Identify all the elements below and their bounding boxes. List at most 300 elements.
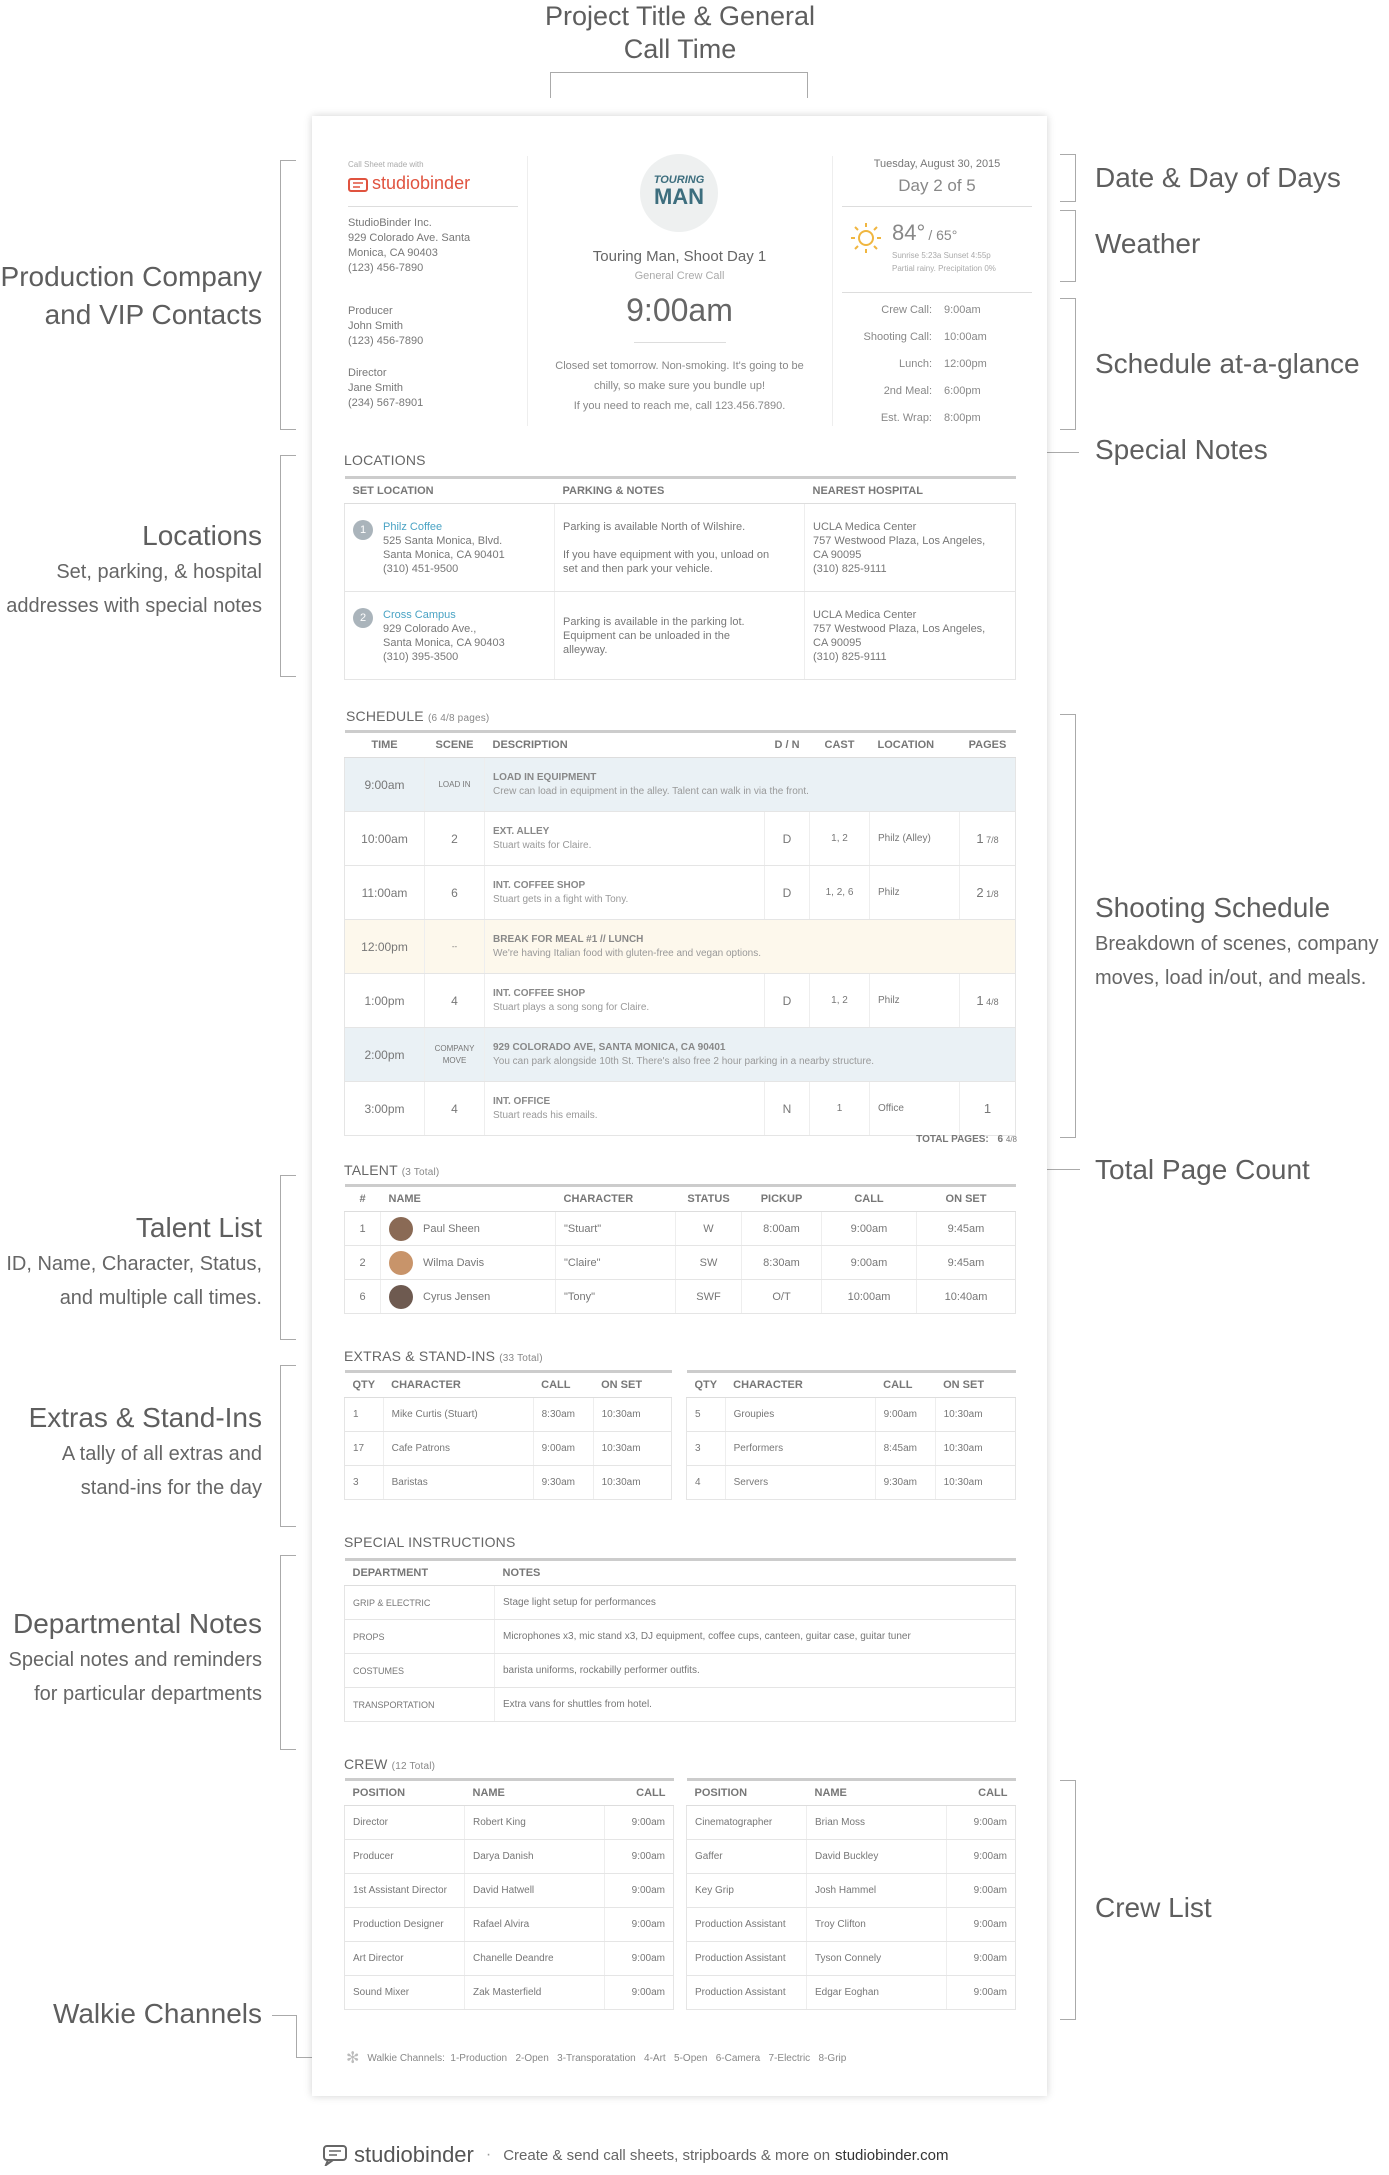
director-phone: (234) 567-8901 — [348, 397, 424, 409]
clapper-icon — [348, 176, 368, 192]
walkie-channels-text: Walkie Channels: 1-Production 2-Open 3-Transporatation 4-Art 5-Open 6-Camera 7-Electric 8-Grip — [367, 2052, 847, 2064]
walkie-line-a — [272, 2015, 296, 2016]
hospital-line: 757 Westwood Plaza, Los Angeles, — [813, 622, 986, 635]
talent-name-cell — [381, 1212, 556, 1246]
extras-onset: 10:30am — [593, 1466, 671, 1500]
col-scene: SCENE — [425, 732, 485, 758]
special-notes: Extra vans for shuttles from hotel. — [495, 1688, 1016, 1722]
divider-center — [634, 342, 726, 343]
annotation-locations-title: Locations — [142, 520, 262, 551]
special-dept: GRIP & ELECTRIC — [345, 1586, 495, 1620]
note-line-1: Closed set tomorrow. Non-smoking. It's going to be — [555, 360, 804, 372]
annotation-crew-text: Crew List — [1095, 1892, 1212, 1923]
talent-onset: 9:45am — [917, 1212, 1016, 1246]
col-qty: QTY — [345, 1372, 384, 1398]
forecast: Partial rainy. Precipitation 0% — [892, 264, 996, 273]
glance-row — [852, 304, 1032, 331]
talent-onset: 10:40am — [917, 1280, 1016, 1314]
crew-table-right — [686, 1778, 1016, 2010]
schedule-dn: D — [765, 812, 810, 866]
crew-position: Gaffer — [687, 1840, 807, 1874]
location-number: 2 — [353, 608, 373, 628]
scene-heading: EXT. ALLEY — [493, 825, 550, 837]
bracket-weather — [1060, 210, 1076, 282]
col-call: CALL — [947, 1780, 1016, 1806]
col-call: CALL — [533, 1372, 593, 1398]
event-heading: 929 COLORADO AVE, SANTA MONICA, CA 90401 — [493, 1041, 726, 1053]
parking-line: alleyway. — [563, 643, 608, 656]
pages-frac: 1/8 — [983, 889, 999, 899]
set-location-wrap — [353, 520, 546, 576]
crew-name: Zak Masterfield — [465, 1976, 605, 2010]
total-pages-label: TOTAL PAGES: — [916, 1134, 989, 1145]
annotation-total-text: Total Page Count — [1095, 1154, 1310, 1185]
extras-character: Mike Curtis (Stuart) — [383, 1398, 533, 1432]
col-cast: CAST — [810, 732, 870, 758]
schedule-scene: COMPANY MOVE — [425, 1028, 485, 1082]
schedule-scene: 4 — [425, 1082, 485, 1136]
talent-name: Paul Sheen — [423, 1222, 480, 1235]
special-notes — [527, 356, 832, 416]
crew-row — [345, 1806, 674, 1840]
schedule-description — [485, 1082, 765, 1136]
producer-name: John Smith — [348, 320, 404, 332]
extras-title-text: EXTRAS & STAND-INS — [344, 1348, 496, 1364]
annotation-top — [520, 0, 840, 66]
schedule-table — [344, 730, 1016, 1136]
extras-character: Groupies — [725, 1398, 875, 1432]
schedule-time: 12:00pm — [345, 920, 425, 974]
crew-row — [687, 1806, 1016, 1840]
location-row — [345, 592, 1016, 680]
schedule-time: 11:00am — [345, 866, 425, 920]
location-addr: 929 Colorado Ave., — [383, 622, 477, 635]
general-call-label: General Crew Call — [634, 270, 725, 282]
special-dept: PROPS — [345, 1620, 495, 1654]
schedule-row — [345, 866, 1016, 920]
col-department: DEPARTMENT — [345, 1560, 495, 1586]
col-dn: D / N — [765, 732, 810, 758]
glance-row — [852, 412, 1032, 439]
talent-name: Wilma Davis — [423, 1256, 485, 1269]
crew-call: 9:00am — [605, 1874, 674, 1908]
logo-line-2: MAN — [653, 184, 705, 209]
day-of-days: Day 2 of 5 — [898, 176, 976, 195]
footer-tagline: Create & send call sheets, stripboards & more on — [503, 2146, 831, 2164]
col-name: NAME — [465, 1780, 605, 1806]
extras-header-row — [687, 1372, 1016, 1398]
annotation-shooting-sub: Breakdown of scenes, company moves, load in/out, and meals. — [1095, 933, 1379, 989]
pages-whole: 2 — [976, 885, 984, 900]
crew-row — [345, 1976, 674, 2010]
sun-icon — [850, 222, 882, 254]
bracket-extras — [280, 1365, 296, 1527]
crew-name: Troy Clifton — [807, 1908, 947, 1942]
walkie-line-b — [296, 2015, 297, 2057]
crew-name: Josh Hammel — [807, 1874, 947, 1908]
schedule-title-text: SCHEDULE — [346, 708, 424, 724]
col-notes: NOTES — [495, 1560, 1016, 1586]
schedule-time: 2:00pm — [345, 1028, 425, 1082]
crew-call: 9:00am — [605, 1976, 674, 2010]
special-notes: barista uniforms, rockabilly performer outfits. — [495, 1654, 1016, 1688]
talent-row — [345, 1280, 1016, 1314]
producer-info — [348, 304, 423, 349]
special-row — [345, 1620, 1016, 1654]
crew-row — [687, 1976, 1016, 2010]
talent-pickup: O/T — [742, 1280, 822, 1314]
bracket-shooting — [1060, 714, 1076, 1138]
col-pages: PAGES — [960, 732, 1016, 758]
annotation-extras-title: Extras & Stand-Ins — [28, 1402, 262, 1433]
set-location-wrap — [353, 608, 546, 664]
annotation-top-text: Project Title & General Call Time — [544, 1, 816, 64]
extras-onset: 10:30am — [935, 1398, 1015, 1432]
extras-onset: 10:30am — [935, 1466, 1015, 1500]
glance-value: 8:00pm — [944, 412, 981, 424]
made-with-label: Call Sheet made with — [348, 160, 424, 169]
col-location: LOCATION — [870, 732, 960, 758]
special-table — [344, 1558, 1016, 1722]
logo-line-1: TOURING — [653, 174, 705, 186]
hospital-line: 757 Westwood Plaza, Los Angeles, — [813, 534, 986, 547]
col-status: STATUS — [676, 1186, 742, 1212]
crew-call: 9:00am — [947, 1908, 1016, 1942]
note-line-2: chilly, so make sure you bundle up! — [594, 380, 765, 392]
talent-table — [344, 1184, 1016, 1314]
crew-row — [345, 1874, 674, 1908]
schedule-time: 1:00pm — [345, 974, 425, 1028]
locations-header-row — [345, 478, 1016, 504]
schedule-scene: 2 — [425, 812, 485, 866]
annotation-dept-title: Departmental Notes — [12, 1608, 262, 1639]
company-phone: (123) 456-7890 — [348, 262, 424, 274]
schedule-row — [345, 758, 1016, 812]
crew-row — [687, 1840, 1016, 1874]
set-location-cell — [345, 504, 555, 592]
talent-name: Cyrus Jensen — [423, 1290, 491, 1303]
crew-position: Director — [345, 1806, 465, 1840]
col-pickup: PICKUP — [742, 1186, 822, 1212]
annotation-notes — [1095, 432, 1268, 467]
schedule-dn: D — [765, 974, 810, 1028]
note-line-3: If you need to reach me, call 123.456.7890. — [573, 400, 786, 412]
scene-desc: Stuart reads his emails. — [493, 1109, 598, 1121]
glance-value: 6:00pm — [944, 385, 981, 397]
schedule-description — [485, 920, 1016, 974]
extras-call: 9:00am — [875, 1398, 935, 1432]
glance-row — [852, 385, 1032, 412]
col-character: CHARACTER — [725, 1372, 875, 1398]
walkie-channels — [346, 2048, 846, 2068]
col-hospital: NEAREST HOSPITAL — [805, 478, 1016, 504]
crew-call: 9:00am — [605, 1840, 674, 1874]
crew-row — [345, 1942, 674, 1976]
avatar — [389, 1285, 413, 1309]
talent-name-cell — [381, 1280, 556, 1314]
annotation-talent-title: Talent List — [135, 1212, 262, 1243]
scene-heading: INT. COFFEE SHOP — [493, 987, 586, 999]
crew-subtitle: (12 Total) — [391, 1761, 436, 1772]
project-title: Touring Man, Shoot Day 1 — [592, 248, 767, 265]
crew-call: 9:00am — [947, 1976, 1016, 2010]
scene-desc: Stuart waits for Claire. — [493, 839, 592, 851]
glance-row — [852, 331, 1032, 358]
annotation-glance — [1095, 346, 1360, 381]
hospital-line: (310) 825-9111 — [813, 562, 887, 575]
col-parking: PARKING & NOTES — [555, 478, 805, 504]
crew-header-row — [345, 1780, 674, 1806]
hospital-cell — [805, 592, 1016, 680]
talent-call: 10:00am — [822, 1280, 917, 1314]
schedule-location: Philz — [870, 866, 960, 920]
company-name: StudioBinder Inc. — [348, 217, 432, 229]
project-logo — [640, 154, 718, 232]
company-addr-1: 929 Colorado Ave. Santa — [348, 232, 471, 244]
director-info — [348, 366, 423, 411]
crew-name: Robert King — [465, 1806, 605, 1840]
crew-position: Art Director — [345, 1942, 465, 1976]
crew-call: 9:00am — [605, 1806, 674, 1840]
crew-table-left — [344, 1778, 674, 2010]
crew-call: 9:00am — [605, 1942, 674, 1976]
schedule-description — [485, 1028, 1016, 1082]
parking-cell — [555, 592, 805, 680]
schedule-description — [485, 974, 765, 1028]
annotation-locations — [0, 518, 262, 623]
glance-label: Est. Wrap: — [880, 412, 932, 424]
location-name-link[interactable]: Philz Coffee — [383, 520, 443, 533]
special-notes: Microphones x3, mic stand x3, DJ equipment, coffee cups, canteen, guitar case, guitar tuner — [495, 1620, 1016, 1654]
schedule-subtitle: (6 4/8 pages) — [427, 713, 490, 724]
special-row — [345, 1688, 1016, 1722]
annotation-dept — [0, 1606, 262, 1711]
location-addr: 525 Santa Monica, Blvd. — [383, 534, 503, 547]
schedule-cast: 1, 2 — [810, 812, 870, 866]
bracket-date — [1060, 154, 1076, 202]
set-location-cell — [345, 592, 555, 680]
crew-call: 9:00am — [947, 1840, 1016, 1874]
extras-onset: 10:30am — [935, 1432, 1015, 1466]
extras-call: 9:30am — [533, 1466, 593, 1500]
talent-status: SWF — [676, 1280, 742, 1314]
talent-subtitle: (3 Total) — [401, 1167, 440, 1178]
schedule-location: Philz — [870, 974, 960, 1028]
extras-qty: 3 — [345, 1466, 384, 1500]
crew-position: Sound Mixer — [345, 1976, 465, 2010]
talent-call: 9:00am — [822, 1246, 917, 1280]
schedule-title — [346, 708, 489, 724]
annotation-notes-text: Special Notes — [1095, 434, 1268, 465]
annotation-talent — [0, 1210, 262, 1315]
col-call: CALL — [822, 1186, 917, 1212]
extras-row — [687, 1432, 1016, 1466]
extras-onset: 10:30am — [593, 1398, 671, 1432]
schedule-scene: LOAD IN — [425, 758, 485, 812]
schedule-pages — [960, 974, 1016, 1028]
talent-id: 1 — [345, 1212, 381, 1246]
col-position: POSITION — [345, 1780, 465, 1806]
producer-phone: (123) 456-7890 — [348, 335, 424, 347]
total-pages-frac: 4/8 — [1005, 1135, 1017, 1144]
total-pages — [916, 1134, 1017, 1145]
crew-position: Production Assistant — [687, 1942, 807, 1976]
col-qty: QTY — [687, 1372, 726, 1398]
annotation-total — [1095, 1152, 1310, 1187]
talent-id: 6 — [345, 1280, 381, 1314]
annotation-glance-text: Schedule at-a-glance — [1095, 348, 1360, 379]
set-location-text — [383, 608, 505, 664]
annotation-walkie — [0, 1996, 262, 2031]
crew-position: Key Grip — [687, 1874, 807, 1908]
producer-role: Producer — [348, 305, 393, 317]
extras-call: 9:00am — [533, 1432, 593, 1466]
schedule-pages — [960, 812, 1016, 866]
col-id: # — [345, 1186, 381, 1212]
footer-site-link[interactable]: studiobinder.com — [835, 2146, 949, 2164]
extras-character: Performers — [725, 1432, 875, 1466]
avatar — [389, 1217, 413, 1241]
glance-row — [852, 358, 1032, 385]
avatar — [389, 1251, 413, 1275]
annotation-weather-text: Weather — [1095, 228, 1201, 259]
set-location-text — [383, 520, 505, 576]
event-heading: BREAK FOR MEAL #1 // LUNCH — [493, 933, 644, 945]
talent-row — [345, 1246, 1016, 1280]
chat-logo-icon — [322, 2144, 348, 2166]
annotation-weather — [1095, 226, 1200, 261]
col-character: CHARACTER — [556, 1186, 676, 1212]
crew-row — [345, 1840, 674, 1874]
schedule-time: 3:00pm — [345, 1082, 425, 1136]
annotation-production-text: Production Company and VIP Contacts — [0, 261, 262, 330]
extras-character: Servers — [725, 1466, 875, 1500]
schedule-dn: D — [765, 866, 810, 920]
scene-heading: INT. OFFICE — [493, 1095, 551, 1107]
talent-header-row — [345, 1186, 1016, 1212]
total-pages-value: 6 — [997, 1134, 1004, 1145]
col-position: POSITION — [687, 1780, 807, 1806]
crew-row — [687, 1874, 1016, 1908]
col-description: DESCRIPTION — [485, 732, 765, 758]
snowflake-icon: ✻ — [346, 2050, 360, 2067]
schedule-cast: 1 — [810, 1082, 870, 1136]
special-row — [345, 1654, 1016, 1688]
glance-value: 9:00am — [944, 304, 981, 316]
crew-position: Production Designer — [345, 1908, 465, 1942]
annotation-extras-sub: A tally of all extras and stand-ins for the day — [61, 1443, 262, 1499]
extras-table-right — [686, 1370, 1016, 1500]
extras-call: 8:30am — [533, 1398, 593, 1432]
footer — [322, 2142, 948, 2168]
special-header-row — [345, 1560, 1016, 1586]
extras-call: 8:45am — [875, 1432, 935, 1466]
schedule-row — [345, 1082, 1016, 1136]
schedule-pages — [960, 1082, 1016, 1136]
talent-onset: 9:45am — [917, 1246, 1016, 1280]
event-desc: You can park alongside 10th St. There's also free 2 hour parking in a nearby structure. — [493, 1055, 875, 1067]
pages-frac: 4/8 — [983, 997, 999, 1007]
hospital-cell — [805, 504, 1016, 592]
temperature — [892, 220, 957, 246]
location-addr: Santa Monica, CA 90401 — [383, 548, 505, 561]
hospital-line: CA 90095 — [813, 636, 862, 649]
crew-name: Tyson Connely — [807, 1942, 947, 1976]
locations-table — [344, 476, 1016, 680]
col-onset: ON SET — [593, 1372, 671, 1398]
annotation-shooting-title: Shooting Schedule — [1095, 892, 1331, 923]
crew-row — [687, 1942, 1016, 1976]
col-character: CHARACTER — [383, 1372, 533, 1398]
extras-qty: 17 — [345, 1432, 384, 1466]
talent-character: "Stuart" — [556, 1212, 676, 1246]
crew-call: 9:00am — [605, 1908, 674, 1942]
brand-logo[interactable] — [348, 173, 470, 194]
director-name: Jane Smith — [348, 382, 404, 394]
schedule-description — [485, 812, 765, 866]
parking-line: If you have equipment with you, unload on — [563, 548, 770, 561]
extras-qty: 1 — [345, 1398, 384, 1432]
parking-line: Parking is available North of Wilshire. — [563, 520, 746, 533]
location-phone: (310) 451-9500 — [383, 562, 459, 575]
footer-brand[interactable]: studiobinder — [354, 2142, 474, 2167]
schedule-row — [345, 1028, 1016, 1082]
event-desc: We're having Italian food with gluten-free and vegan options. — [493, 947, 762, 959]
call-sheet — [312, 116, 1047, 2096]
crew-position: Production Assistant — [687, 1908, 807, 1942]
annotation-date-text: Date & Day of Days — [1095, 162, 1341, 193]
bracket-locations — [280, 455, 296, 677]
schedule-dn: N — [765, 1082, 810, 1136]
location-number: 1 — [353, 520, 373, 540]
crew-title-text: CREW — [344, 1756, 388, 1772]
crew-position: Production Assistant — [687, 1976, 807, 2010]
director-role: Director — [348, 367, 387, 379]
scene-desc: Stuart gets in a fight with Tony. — [493, 893, 629, 905]
talent-title — [344, 1162, 439, 1178]
location-name-link[interactable]: Cross Campus — [383, 608, 456, 621]
pages-whole: 1 — [976, 993, 984, 1008]
crew-row — [687, 1908, 1016, 1942]
schedule-scene: -- — [425, 920, 485, 974]
annotation-locations-sub: Set, parking, & hospital addresses with special notes — [6, 561, 262, 617]
crew-name: David Buckley — [807, 1840, 947, 1874]
col-onset: ON SET — [935, 1372, 1015, 1398]
bracket-crew — [1060, 1780, 1076, 2020]
col-set-location: SET LOCATION — [345, 478, 555, 504]
crew-row — [345, 1908, 674, 1942]
general-call-time: 9:00am — [626, 292, 733, 328]
extras-table-left — [344, 1370, 672, 1500]
schedule-scene: 4 — [425, 974, 485, 1028]
bracket-top — [550, 72, 808, 98]
location-phone: (310) 395-3500 — [383, 650, 459, 663]
extras-qty: 4 — [687, 1466, 726, 1500]
pages-whole: 1 — [976, 831, 984, 846]
parking-line: Parking is available in the parking lot. — [563, 615, 745, 628]
annotation-shooting — [1095, 890, 1389, 995]
talent-call: 9:00am — [822, 1212, 917, 1246]
schedule-location: Office — [870, 1082, 960, 1136]
parking-line: Equipment can be unloaded in the — [563, 629, 730, 642]
location-addr: Santa Monica, CA 90403 — [383, 636, 505, 649]
footer-dot: · — [485, 2146, 492, 2163]
schedule-header-row — [345, 732, 1016, 758]
locations-title: LOCATIONS — [344, 452, 426, 468]
col-call: CALL — [605, 1780, 674, 1806]
schedule-glance — [852, 304, 1032, 439]
annotation-extras — [0, 1400, 262, 1505]
